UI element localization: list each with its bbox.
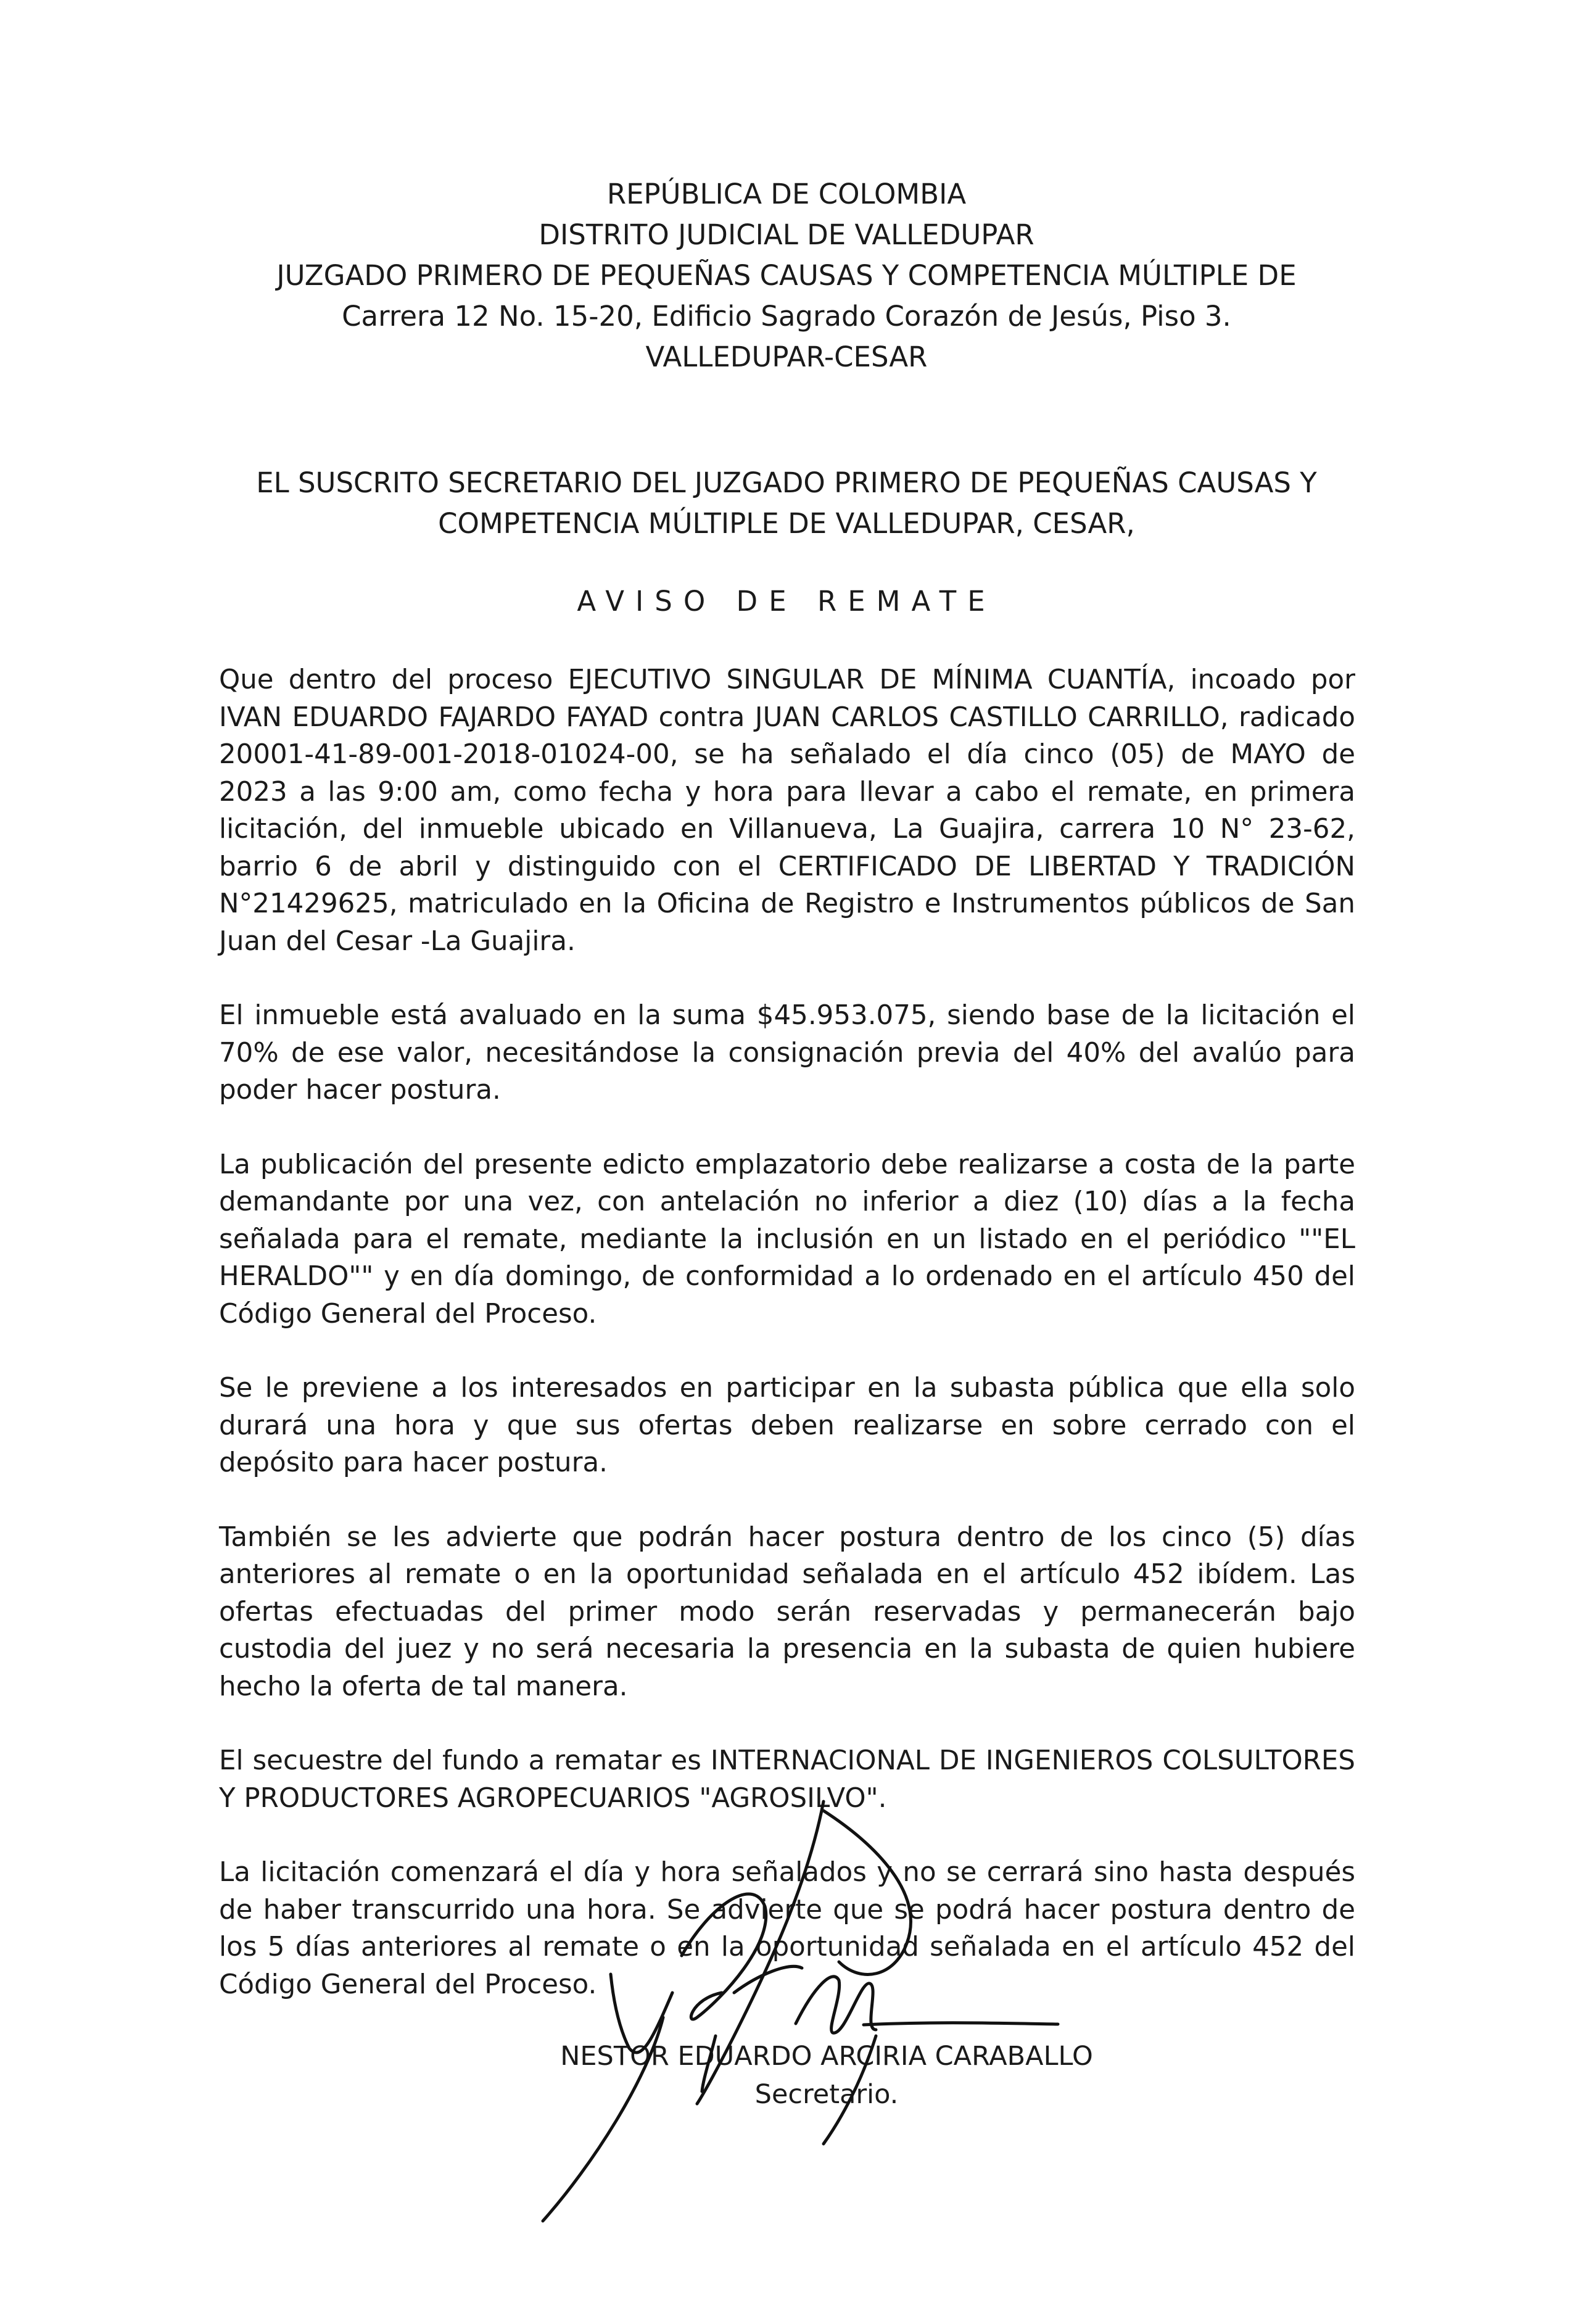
signer-role: Secretario. bbox=[754, 2079, 899, 2110]
suscrito-line-2: COMPETENCIA MÚLTIPLE DE VALLEDUPAR, CESAR, bbox=[438, 507, 1135, 540]
paragraph-avaluo: El inmueble está avaluado en la suma $45.953.075, siendo base de la licitación el 70% de ese valor, necesitándose la consignación previa del 40% del avalúo para poder hacer postura. bbox=[219, 1000, 1355, 1106]
paragraph-licitacion: La licitación comenzará el día y hora señalados y no se cerrará sino hasta después de haber transcurrido una hora. Se advierte que se podrá hacer postura dentro de los 5 días anteriores al remate o en la oportunidad señalada en el artículo 452 del Código General del Proceso. bbox=[219, 1857, 1355, 2000]
header-court: JUZGADO PRIMERO DE PEQUEÑAS CAUSAS Y COMPETENCIA MÚLTIPLE DE bbox=[276, 259, 1297, 292]
paragraph-secuestre: El secuestre del fundo a rematar es INTERNACIONAL DE INGENIEROS COLSULTORES Y PRODUCTORES AGROPECUARIOS "AGROSILVO". bbox=[219, 1745, 1355, 1814]
header-city: VALLEDUPAR-CESAR bbox=[645, 341, 928, 373]
header-district: DISTRITO JUDICIAL DE VALLEDUPAR bbox=[539, 218, 1034, 251]
signer-name: NESTOR EDUARDO ARCIRIA CARABALLO bbox=[560, 2041, 1093, 2072]
paragraph-publicacion: La publicación del presente edicto emplazatorio debe realizarse a costa de la parte demandante por una vez, con antelación no inferior a diez (10) días a la fecha señalada para el remate, mediante la inclusión en un listado en el periódico ""EL HERALDO"" y en día domingo, de conformidad a lo ordenado en el artículo 450 del Código General del Proceso. bbox=[219, 1149, 1355, 1329]
header-address: Carrera 12 No. 15-20, Edificio Sagrado Corazón de Jesús, Piso 3. bbox=[342, 300, 1231, 333]
paragraph-postura: También se les advierte que podrán hacer postura dentro de los cinco (5) días anteriores al remate o en la oportunidad señalada en el artículo 452 ibídem. Las ofertas efectuadas del primer modo serán reservadas y permanecerán bajo custodia del juez y no será necesaria la presencia en la subasta de quien hubiere hecho la oferta de tal manera. bbox=[219, 1521, 1355, 1702]
document-title: AVISO DE REMATE bbox=[577, 585, 996, 618]
paragraph-subasta: Se le previene a los interesados en participar en la subasta pública que ella solo durará una hora y que sus ofertas deben realizarse en sobre cerrado con el depósito para hacer postura. bbox=[219, 1373, 1355, 1478]
signer-block bbox=[506, 2037, 1147, 2114]
court-header bbox=[185, 174, 1388, 378]
paragraph-proceso: Que dentro del proceso EJECUTIVO SINGULAR DE MÍNIMA CUANTÍA, incoado por IVAN EDUARDO FAJARDO FAYAD contra JUAN CARLOS CASTILLO CARRILLO, radicado 20001-41-89-001-2018-01024-00, se ha señalado el día cinco (05) de MAYO de 2023 a las 9:00 am, como fecha y hora para llevar a cabo el remate, en primera licitación, del inmueble ubicado en Villanueva, La Guajira, carrera 10 N° 23-62, barrio 6 de abril y distinguido con el CERTIFICADO DE LIBERTAD Y TRADICIÓN N°21429625, matriculado en la Oficina de Registro e Instrumentos públicos de San Juan del Cesar -La Guajira. bbox=[219, 664, 1355, 957]
suscrito-line-1: EL SUSCRITO SECRETARIO DEL JUZGADO PRIMERO DE PEQUEÑAS CAUSAS Y bbox=[256, 466, 1317, 499]
document-body bbox=[219, 661, 1355, 2040]
suscrito-block bbox=[185, 463, 1388, 544]
header-country: REPÚBLICA DE COLOMBIA bbox=[606, 178, 967, 210]
